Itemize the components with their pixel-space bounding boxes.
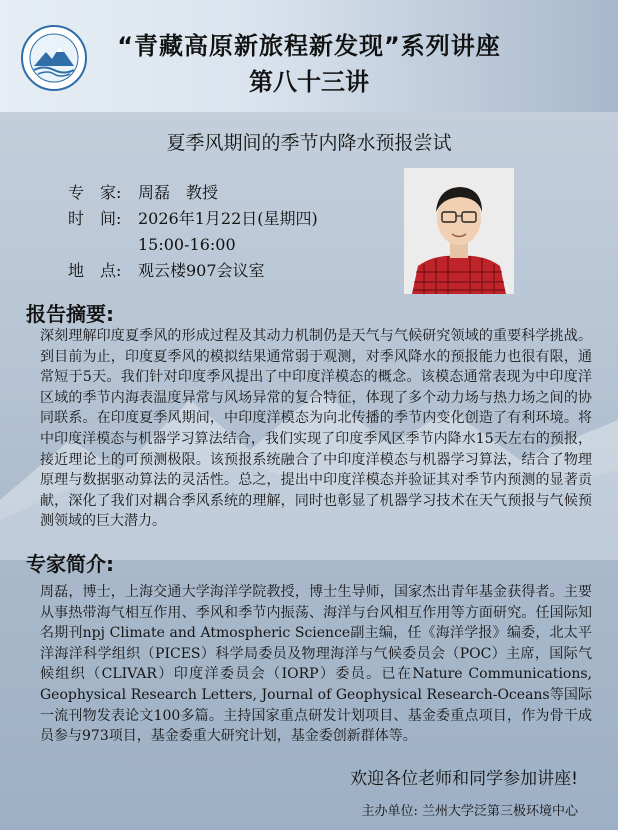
organizer: 主办单位: 兰州大学泛第三极环境中心 [361,804,578,819]
detail-row-speaker [68,180,318,206]
detail-value: 周磊 教授 [138,183,219,202]
detail-row-time [68,206,318,232]
talk-title: 夏季风期间的季节内降水预报尝试 [166,132,452,154]
series-title: “青藏高原新旅程新发现”系列讲座 [117,32,501,60]
detail-row-location [68,258,318,284]
detail-row-time-range [68,232,318,258]
detail-label: 时 间: [68,209,122,228]
abstract-heading: 报告摘要: [26,302,114,326]
welcome-message: 欢迎各位老师和同学参加讲座! [350,769,578,789]
bio-text: 周磊，博士，上海交通大学海洋学院教授，博士生导师，国家杰出青年基金获得者。主要从事热带海气相互作用、季风和季节内振荡、海洋与台风相互作用等方面研究。任国际知名期刊npj Climate and Atmospheric Science副主编，任《海洋学报》编委，北太平洋海洋科学组织（PICES）科学局委员及物理海洋与气候委员会（POC）主席，国际气候组织（CLIVAR）印度洋委员会（IORP）委员。已在Nature Communications, Geophysical Research Letters, Journal of Geophysical Research-Oceans等国际一流刊物发表论文100多篇。主持国家重点研发计划项目、基金委重点项目，作为骨干成员参与973项目，基金委重大研究计划，基金委创新群体等。 [40,584,592,745]
detail-value: 2026年1月22日(星期四) [138,209,318,228]
speaker-portrait [404,168,514,294]
abstract-text: 深刻理解印度夏季风的形成过程及其动力机制仍是天气与气候研究领域的重要科学挑战。到目前为止，印度夏季风的模拟结果通常弱于观测，对季风降水的预报能力也很有限，通常短于5天。我们针对印度季风提出了中印度洋模态的概念。该模态通常表现为中印度洋区域的季节内海表温度异常与风场异常的复合特征，体现了多个动力场与热力场之间的协同联系。在印度夏季风期间，中印度洋模态为向北传播的季节内变化创造了有利环境。将中印度洋模态与机器学习算法结合，我们实现了印度季风区季节内降水15天左右的预报，接近理论上的可预测极限。该预报系统融合了中印度洋模态与机器学习算法，结合了物理原理与数据驱动算法的灵活性。总之，提出中印度洋模态并验证其对季节内预测的显著贡献，深化了我们对耦合季风系统的理解，同时也彰显了机器学习技术在天气预报与气候预测领域的巨大潜力。 [40,328,592,530]
lecture-number: 第八十三讲 [249,68,369,96]
detail-label [68,232,138,258]
bio-heading: 专家简介: [26,552,114,576]
lecture-details [68,180,318,284]
detail-value: 15:00-16:00 [138,235,236,254]
detail-label: 专 家: [68,183,122,202]
detail-label: 地 点: [68,261,122,280]
detail-value: 观云楼907会议室 [138,261,265,280]
